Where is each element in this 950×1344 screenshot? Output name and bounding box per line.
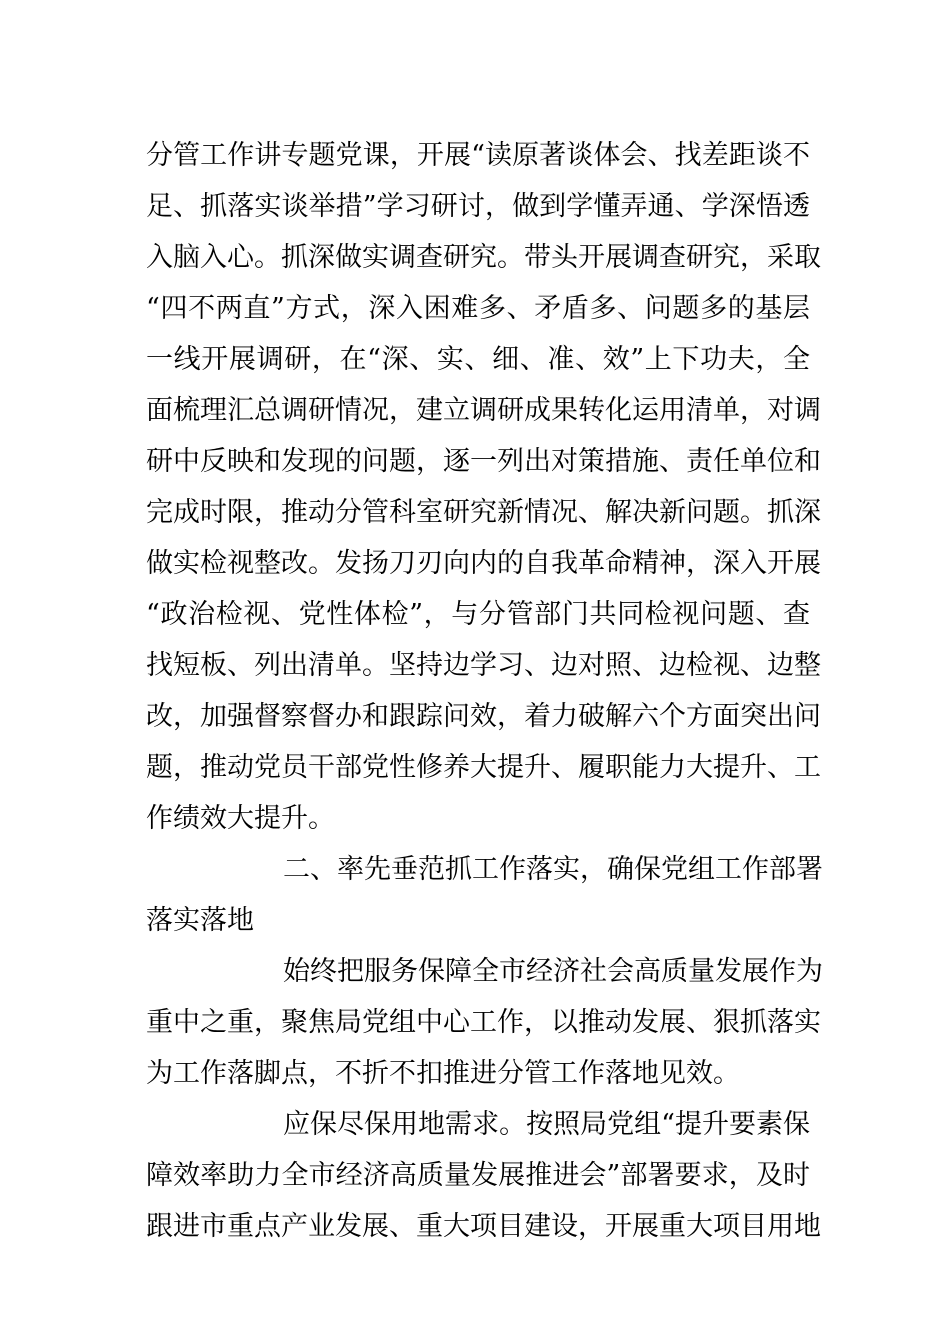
- section-heading-continuation: 落实落地: [146, 905, 254, 936]
- text-line: 题，推动党员干部党性修养大提升、履职能力大提升、工: [146, 752, 821, 783]
- section-heading: 二、率先垂范抓工作落实，确保党组工作部署: [283, 854, 823, 885]
- text-line: “四不两直”方式，深入困难多、矛盾多、问题多的基层: [146, 293, 810, 324]
- text-line: 应保尽保用地需求。按照局党组“提升要素保: [283, 1109, 810, 1140]
- text-line: 面梳理汇总调研情况，建立调研成果转化运用清单，对调: [146, 395, 821, 426]
- text-line: 作绩效大提升。: [146, 803, 335, 834]
- text-line: “政治检视、党性体检”，与分管部门共同检视问题、查: [146, 599, 810, 630]
- document-body: [146, 130, 823, 1252]
- text-line: 做实检视整改。发扬刀刃向内的自我革命精神，深入开展: [146, 548, 821, 579]
- text-line: 重中之重，聚焦局党组中心工作，以推动发展、狠抓落实: [146, 1007, 821, 1038]
- text-line: 研中反映和发现的问题，逐一列出对策措施、责任单位和: [146, 446, 821, 477]
- text-line: 为工作落脚点，不折不扣推进分管工作落地见效。: [146, 1058, 740, 1089]
- text-line: 找短板、列出清单。坚持边学习、边对照、边检视、边整: [146, 650, 821, 681]
- text-line: 始终把服务保障全市经济社会高质量发展作为: [283, 956, 823, 987]
- text-line: 入脑入心。抓深做实调查研究。带头开展调查研究，采取: [146, 242, 821, 273]
- text-line: 分管工作讲专题党课，开展“读原著谈体会、找差距谈不: [146, 140, 810, 171]
- text-line: 一线开展调研，在“深、实、细、准、效”上下功夫，全: [146, 344, 810, 375]
- text-line: 改，加强督察督办和跟踪问效，着力破解六个方面突出问: [146, 701, 821, 732]
- text-line: 完成时限，推动分管科室研究新情况、解决新问题。抓深: [146, 497, 821, 528]
- text-line: 障效率助力全市经济高质量发展推进会”部署要求，及时: [146, 1160, 810, 1191]
- text-line: 跟进市重点产业发展、重大项目建设，开展重大项目用地: [146, 1211, 821, 1242]
- text-line: 足、抓落实谈举措”学习研讨，做到学懂弄通、学深悟透: [146, 191, 810, 222]
